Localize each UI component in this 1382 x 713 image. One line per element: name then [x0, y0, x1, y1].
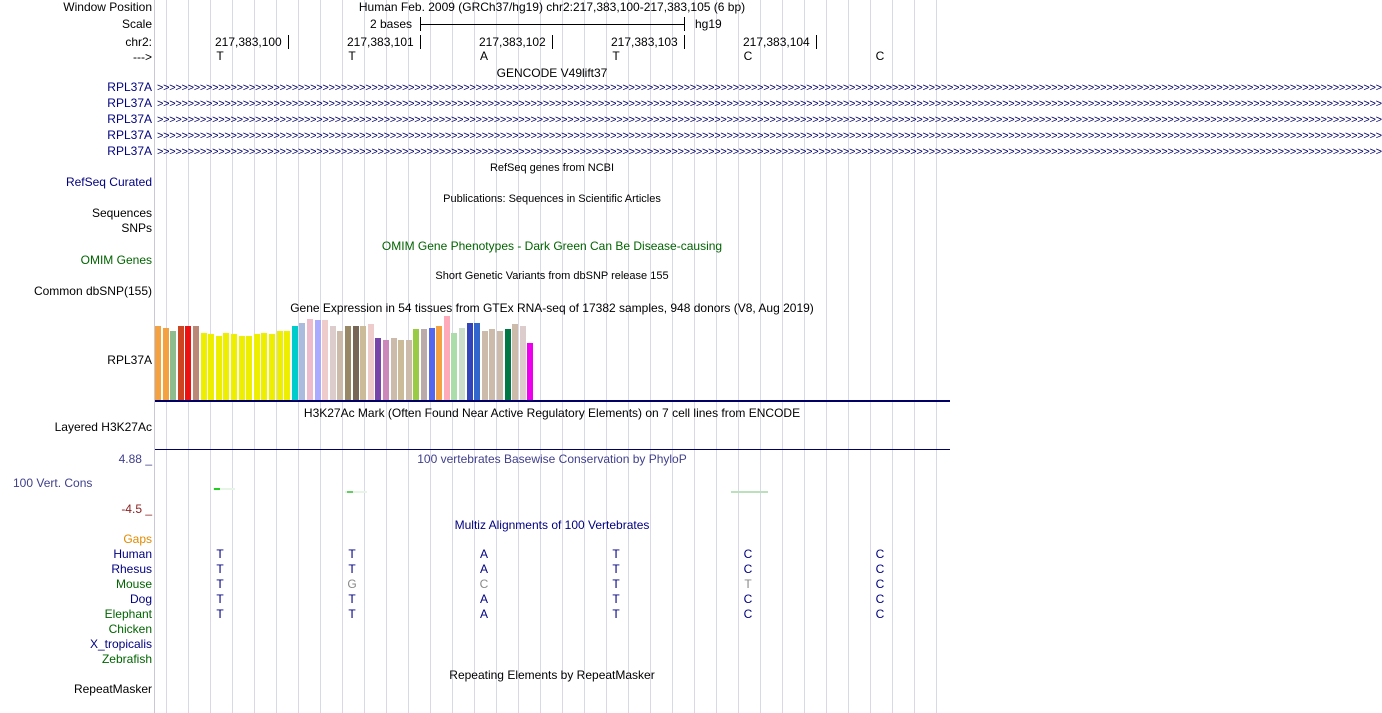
position-label: 217,383,100: [215, 35, 282, 49]
gtex-tissue-bar[interactable]: [315, 320, 321, 400]
gtex-tissue-bar[interactable]: [185, 326, 191, 400]
gencode-gene-label[interactable]: RPL37A: [107, 80, 152, 94]
scale-bar-right-tick: [684, 17, 685, 31]
position-tick: [552, 35, 553, 49]
multiz-species-label[interactable]: Human: [113, 547, 152, 561]
multiz-base: A: [479, 592, 489, 606]
omim-track-title[interactable]: OMIM Gene Phenotypes - Dark Green Can Be Disease-causing: [381, 239, 723, 253]
scale-assembly: hg19: [695, 17, 722, 31]
chrom-label: chr2:: [125, 35, 152, 49]
position-tick: [684, 35, 685, 49]
gtex-tissue-bar[interactable]: [163, 328, 169, 400]
multiz-species-label[interactable]: X_tropicalis: [89, 637, 152, 651]
phylop-track-label[interactable]: 100 Vert. Cons: [13, 476, 93, 490]
gtex-tissue-bar[interactable]: [360, 326, 366, 400]
position-tick: [420, 35, 421, 49]
multiz-base: C: [875, 562, 885, 576]
h3k27ac-track-title[interactable]: H3K27Ac Mark (Often Found Near Active Regulatory Elements) on 7 cell lines from ENCODE: [303, 406, 801, 420]
gtex-tissue-bar[interactable]: [474, 323, 480, 400]
repeatmasker-track-title[interactable]: Repeating Elements by RepeatMasker: [449, 668, 655, 682]
position-label: 217,383,103: [611, 35, 678, 49]
multiz-base: T: [348, 607, 356, 621]
gtex-tissue-bar[interactable]: [246, 336, 252, 400]
gtex-tissue-bar[interactable]: [299, 323, 305, 400]
multiz-base: T: [216, 607, 224, 621]
multiz-base: T: [216, 592, 224, 606]
scale-bar: [420, 24, 684, 25]
refseq-track-title[interactable]: RefSeq genes from NCBI: [489, 162, 615, 174]
gtex-tissue-bar[interactable]: [391, 338, 397, 400]
multiz-base: T: [348, 592, 356, 606]
gtex-tissue-bar[interactable]: [254, 334, 260, 400]
phylop-track-title[interactable]: 100 vertebrates Basewise Conservation by PhyloP: [417, 452, 687, 466]
gtex-tissue-bar[interactable]: [322, 320, 328, 400]
strand-label: --->: [133, 50, 152, 64]
gtex-tissue-bar[interactable]: [345, 326, 351, 400]
gtex-tissue-bar[interactable]: [520, 326, 526, 400]
gtex-tissue-bar[interactable]: [178, 326, 184, 400]
gencode-transcript[interactable]: >>>>>>>>>>>>>>>>>>>>>>>>>>>>>>>>>>>>>>>>>>>>>>>>>>>>>>>>>>>>>>>>>>>>>>>>>>>>>>>>>>>>>>>>>>>>>>>>>>>>>>>>>>>>>>>>>>>>>>>>>>>>>>>>>>>>>>>>>>>>>>>>>>>>>>>>>>>>>>>>>>>>>>>>>>>>>>>>>>>>>>>>>>>>>>>>>>>>>>>>: [157, 114, 1382, 126]
multiz-species-label[interactable]: Elephant: [104, 607, 152, 621]
multiz-base: C: [743, 592, 753, 606]
gtex-tissue-bar[interactable]: [231, 334, 237, 400]
multiz-base: T: [612, 562, 620, 576]
gtex-tissue-bar[interactable]: [406, 340, 412, 400]
gtex-tissue-bar[interactable]: [413, 329, 419, 400]
gencode-gene-label[interactable]: RPL37A: [107, 96, 152, 110]
reference-base: C: [875, 49, 885, 63]
gtex-tissue-bar[interactable]: [353, 326, 359, 400]
multiz-base: C: [875, 592, 885, 606]
gtex-tissue-bar[interactable]: [451, 333, 457, 400]
multiz-species-label[interactable]: Chicken: [108, 622, 152, 636]
gtex-tissue-bar[interactable]: [429, 328, 435, 400]
publications-sequences-label[interactable]: Sequences: [91, 206, 152, 220]
gtex-tissue-bar[interactable]: [201, 333, 207, 400]
scale-label: Scale: [121, 17, 152, 31]
multiz-base: A: [479, 547, 489, 561]
gtex-tissue-bar[interactable]: [512, 324, 518, 400]
gtex-tissue-bar[interactable]: [170, 331, 176, 400]
multiz-base: T: [216, 547, 224, 561]
gtex-tissue-bar[interactable]: [261, 333, 267, 400]
h3k27ac-track-label[interactable]: Layered H3K27Ac: [54, 420, 152, 434]
publications-snps-label[interactable]: SNPs: [121, 221, 152, 235]
gtex-tissue-bar[interactable]: [444, 316, 450, 400]
gtex-tissue-bar[interactable]: [505, 329, 511, 400]
reference-base: A: [479, 49, 489, 63]
multiz-species-label[interactable]: Rhesus: [111, 562, 152, 576]
gtex-tissue-bar[interactable]: [269, 334, 275, 400]
multiz-base: T: [744, 577, 752, 591]
multiz-base: C: [875, 607, 885, 621]
multiz-base: T: [348, 562, 356, 576]
phylop-min-label: -4.5 _: [121, 502, 152, 516]
position-tick: [288, 35, 289, 49]
h3k27ac-baseline: [155, 449, 950, 450]
gtex-tissue-bar[interactable]: [292, 326, 298, 400]
multiz-base: T: [612, 547, 620, 561]
gencode-gene-label[interactable]: RPL37A: [107, 112, 152, 126]
gtex-tissue-bar[interactable]: [489, 329, 495, 400]
gencode-transcript[interactable]: >>>>>>>>>>>>>>>>>>>>>>>>>>>>>>>>>>>>>>>>>>>>>>>>>>>>>>>>>>>>>>>>>>>>>>>>>>>>>>>>>>>>>>>>>>>>>>>>>>>>>>>>>>>>>>>>>>>>>>>>>>>>>>>>>>>>>>>>>>>>>>>>>>>>>>>>>>>>>>>>>>>>>>>>>>>>>>>>>>>>>>>>>>>>>>>>>>>>>>>>: [157, 130, 1382, 142]
gtex-tissue-bar[interactable]: [375, 338, 381, 400]
gtex-expression-chart[interactable]: [155, 316, 555, 400]
gtex-tissue-bar[interactable]: [330, 326, 336, 400]
multiz-base: A: [479, 607, 489, 621]
position-label: 217,383,104: [743, 35, 810, 49]
phylop-cons-bar: [347, 491, 353, 493]
reference-base: T: [348, 49, 356, 63]
gencode-gene-label[interactable]: RPL37A: [107, 128, 152, 142]
multiz-base: T: [612, 577, 620, 591]
position-label: 217,383,101: [347, 35, 414, 49]
reference-base: T: [612, 49, 620, 63]
gtex-tissue-bar[interactable]: [208, 334, 214, 400]
gtex-tissue-bar[interactable]: [482, 331, 488, 400]
gtex-tissue-bar[interactable]: [398, 340, 404, 400]
window-position-label: Window Position: [63, 0, 152, 14]
gtex-tissue-bar[interactable]: [421, 329, 427, 400]
multiz-base: T: [348, 547, 356, 561]
gtex-tissue-bar[interactable]: [307, 319, 313, 400]
window-position-value[interactable]: Human Feb. 2009 (GRCh37/hg19) chr2:217,383,100-217,383,105 (6 bp): [358, 0, 746, 14]
gtex-tissue-bar[interactable]: [223, 333, 229, 400]
dbsnp-track-title[interactable]: Short Genetic Variants from dbSNP release 155: [435, 270, 669, 282]
gtex-tissue-bar[interactable]: [284, 331, 290, 400]
repeatmasker-track-label[interactable]: RepeatMasker: [73, 682, 152, 696]
multiz-base: T: [216, 577, 224, 591]
reference-base: C: [743, 49, 753, 63]
gtex-gene-label[interactable]: RPL37A: [107, 353, 152, 367]
multiz-base: T: [612, 607, 620, 621]
dbsnp-track-label[interactable]: Common dbSNP(155): [33, 284, 152, 298]
gtex-tissue-bar[interactable]: [277, 331, 283, 400]
gtex-tissue-bar[interactable]: [467, 323, 473, 400]
multiz-base: C: [743, 562, 753, 576]
multiz-species-label[interactable]: Zebrafish: [101, 652, 152, 666]
gtex-tissue-bar[interactable]: [239, 336, 245, 400]
gencode-gene-label[interactable]: RPL37A: [107, 144, 152, 158]
scale-bases: 2 bases: [370, 17, 413, 31]
omim-track-label[interactable]: OMIM Genes: [80, 253, 152, 267]
gtex-tissue-bar[interactable]: [216, 336, 222, 400]
gtex-tissue-bar[interactable]: [193, 326, 199, 400]
multiz-base: T: [216, 562, 224, 576]
multiz-species-label[interactable]: Mouse: [115, 577, 152, 591]
multiz-base: C: [875, 547, 885, 561]
position-tick: [816, 35, 817, 49]
gencode-transcript[interactable]: >>>>>>>>>>>>>>>>>>>>>>>>>>>>>>>>>>>>>>>>>>>>>>>>>>>>>>>>>>>>>>>>>>>>>>>>>>>>>>>>>>>>>>>>>>>>>>>>>>>>>>>>>>>>>>>>>>>>>>>>>>>>>>>>>>>>>>>>>>>>>>>>>>>>>>>>>>>>>>>>>>>>>>>>>>>>>>>>>>>>>>>>>>>>>>>>>>>>>>>>: [157, 146, 1382, 158]
gtex-tissue-bar[interactable]: [497, 331, 503, 400]
position-label: 217,383,102: [479, 35, 546, 49]
multiz-base: C: [743, 547, 753, 561]
multiz-gaps-label: Gaps: [123, 532, 152, 546]
multiz-base: G: [347, 577, 357, 591]
gtex-tissue-bar[interactable]: [368, 324, 374, 400]
gtex-track-title[interactable]: Gene Expression in 54 tissues from GTEx RNA-seq of 17382 samples, 948 donors (V8, Aug 2019): [290, 301, 814, 315]
multiz-base: T: [612, 592, 620, 606]
multiz-base: C: [743, 607, 753, 621]
gtex-tissue-bar[interactable]: [155, 326, 161, 400]
phylop-cons-bar: [731, 491, 768, 493]
multiz-base: C: [479, 577, 489, 591]
gencode-transcript[interactable]: >>>>>>>>>>>>>>>>>>>>>>>>>>>>>>>>>>>>>>>>>>>>>>>>>>>>>>>>>>>>>>>>>>>>>>>>>>>>>>>>>>>>>>>>>>>>>>>>>>>>>>>>>>>>>>>>>>>>>>>>>>>>>>>>>>>>>>>>>>>>>>>>>>>>>>>>>>>>>>>>>>>>>>>>>>>>>>>>>>>>>>>>>>>>>>>>>>>>>>>>: [157, 82, 1382, 94]
phylop-max-label: 4.88 _: [118, 452, 152, 466]
multiz-base: A: [479, 562, 489, 576]
gencode-track-title[interactable]: GENCODE V49lift37: [496, 66, 608, 80]
multiz-track-title[interactable]: Multiz Alignments of 100 Vertebrates: [454, 518, 650, 532]
gtex-tissue-bar[interactable]: [527, 343, 533, 400]
gtex-tissue-bar[interactable]: [459, 328, 465, 400]
multiz-base: C: [875, 577, 885, 591]
phylop-cons-bar: [214, 488, 220, 490]
multiz-species-label[interactable]: Dog: [129, 592, 152, 606]
gtex-tissue-bar[interactable]: [337, 331, 343, 400]
refseq-track-label[interactable]: RefSeq Curated: [65, 175, 152, 189]
reference-base: T: [216, 49, 224, 63]
gtex-baseline: [155, 400, 950, 402]
gencode-transcript[interactable]: >>>>>>>>>>>>>>>>>>>>>>>>>>>>>>>>>>>>>>>>>>>>>>>>>>>>>>>>>>>>>>>>>>>>>>>>>>>>>>>>>>>>>>>>>>>>>>>>>>>>>>>>>>>>>>>>>>>>>>>>>>>>>>>>>>>>>>>>>>>>>>>>>>>>>>>>>>>>>>>>>>>>>>>>>>>>>>>>>>>>>>>>>>>>>>>>>>>>>>>>: [157, 98, 1382, 110]
gtex-tissue-bar[interactable]: [383, 340, 389, 400]
publications-track-title[interactable]: Publications: Sequences in Scientific Articles: [443, 193, 661, 205]
gtex-tissue-bar[interactable]: [436, 326, 442, 400]
